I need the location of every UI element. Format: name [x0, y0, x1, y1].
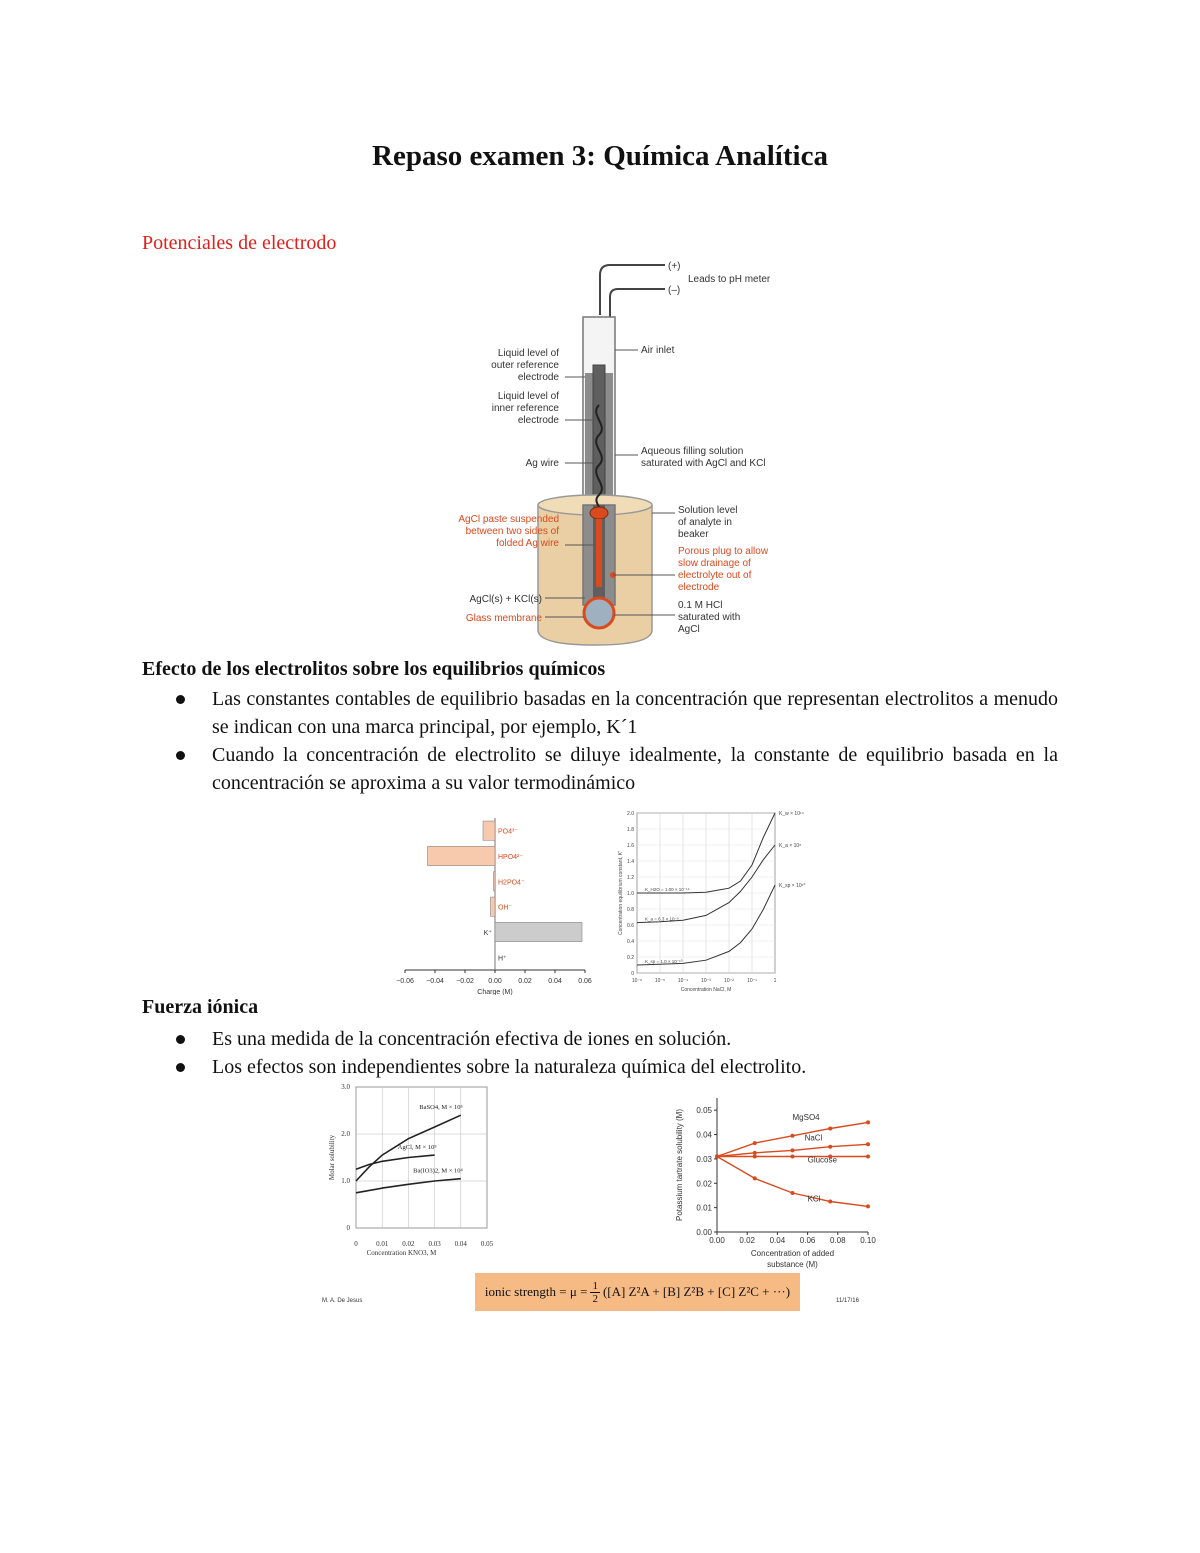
y-tick-label: 1.4 [627, 859, 634, 865]
series-label: BaSO4, M × 10⁵ [419, 1104, 463, 1112]
liquid-outer-label-3: electrode [517, 372, 559, 383]
list-item: Las constantes contables de equilibrio basadas en la concentración que representan electrolitos a menudo se indican con una marca principal, por ejemplo, K´1 [142, 685, 1058, 741]
x-axis-label: Charge (M) [477, 989, 513, 995]
x-tick-label: 10⁻⁶ [631, 978, 643, 984]
series-label: MgSO4 [792, 1112, 820, 1122]
y-tick-label: 0.00 [696, 1228, 712, 1237]
y-tick-label: 0.8 [627, 907, 634, 913]
agcl-paste-label-3: folded Ag wire [496, 538, 559, 549]
glass-membrane [584, 598, 614, 628]
x-tick-label: 10⁻⁵ [654, 978, 666, 984]
x-tick-label: 10⁻³ [701, 978, 711, 984]
glass-membrane-label: Glass membrane [465, 613, 542, 624]
hcl-label-1: 0.1 M HCl [678, 600, 723, 611]
x-tick-label: 0.00 [488, 978, 502, 985]
series-label: K_a × 10⁸ [779, 843, 802, 849]
data-point [753, 1141, 757, 1145]
fuerza-bullets [142, 1025, 1058, 1081]
formula-left-caption: M. A. De Jesus [322, 1298, 363, 1304]
y-tick-label: 0.04 [696, 1130, 712, 1140]
section-heading-potenciales: Potenciales de electrodo [142, 232, 337, 254]
bar-label: OH⁻ [498, 904, 513, 912]
y-tick-label: 0.6 [627, 923, 634, 929]
bar [428, 846, 496, 865]
x-tick-label: 0.05 [480, 1240, 494, 1248]
series-label: K_w × 10¹⁴ [779, 811, 804, 817]
data-point [828, 1145, 832, 1149]
y-tick-label: 0 [631, 971, 634, 977]
hcl-label-2: saturated with [678, 612, 741, 623]
lead-plus: (+) [668, 261, 681, 272]
x-axis-label: Concentration NaCl, M [680, 987, 732, 993]
y-tick-label: 1.0 [627, 891, 634, 897]
data-point [828, 1200, 832, 1204]
formula-half-num: 1 [592, 1279, 598, 1292]
y-tick-label: 0 [346, 1224, 350, 1232]
x-tick-label: −0.04 [426, 978, 444, 985]
x-tick-label: 0.08 [830, 1236, 846, 1245]
solution-level-label-1: Solution level [678, 505, 738, 516]
electrolitos-bullets [142, 685, 1058, 797]
equilibrium-constant-chart [615, 808, 815, 996]
annotation-label: K_H2O = 1.00 × 10⁻¹⁴ [645, 887, 690, 892]
data-point [715, 1154, 719, 1158]
porous-plug-label-2: slow drainage of [678, 558, 751, 569]
data-point [791, 1134, 795, 1138]
page-title: Repaso examen 3: Química Analítica [372, 140, 828, 172]
y-tick-label: 0.2 [627, 955, 634, 961]
formula-half-den: 2 [592, 1292, 598, 1305]
series-label: KCl [807, 1194, 821, 1204]
annotation-label: K_sp = 1.0 × 10⁻¹⁰ [645, 959, 683, 964]
y-tick-label: 0.05 [696, 1106, 712, 1116]
solution-level-label-3: beaker [678, 529, 709, 540]
data-point [791, 1191, 795, 1195]
y-tick-label: 0.4 [627, 939, 634, 945]
x-tick-label: −0.02 [456, 978, 474, 985]
x-axis-label-line1: Concentration of added [750, 1249, 835, 1258]
x-tick-label: 0 [354, 1240, 358, 1248]
data-point [753, 1154, 757, 1158]
air-inlet-label: Air inlet [641, 345, 675, 356]
bar-label: H⁺ [498, 955, 507, 963]
liquid-outer-label-2: outer reference [491, 360, 559, 371]
section-heading-electrolitos: Efecto de los electrolitos sobre los equilibrios químicos [142, 658, 606, 680]
agcl-paste-label-2: between two sides of [465, 526, 559, 537]
x-tick-label: 0.02 [402, 1240, 415, 1248]
y-tick-label: 3.0 [341, 1083, 350, 1091]
hcl-label-3: AgCl [678, 624, 700, 635]
x-tick-label: 0.00 [709, 1236, 725, 1245]
x-tick-label: 0.04 [454, 1240, 467, 1248]
annotation-label: K_a = 6.3 × 10⁻⁸ [645, 916, 679, 922]
porous-plug-label-4: electrode [678, 582, 720, 593]
x-tick-label: 0.04 [548, 978, 562, 985]
y-tick-label: 1.2 [627, 875, 634, 881]
ph-electrode-diagram [420, 255, 790, 655]
series-label: Glucose [807, 1155, 837, 1165]
data-point [791, 1148, 795, 1152]
data-point [866, 1142, 870, 1146]
list-item: Es una medida de la concentración efectiva de iones en solución. [142, 1025, 1058, 1053]
x-tick-label: 10⁻¹ [747, 978, 757, 984]
formula-right-caption: 11/17/16 [836, 1298, 859, 1304]
y-tick-label: 2.0 [627, 811, 634, 817]
data-point [828, 1126, 832, 1130]
x-tick-label: 0.04 [769, 1236, 786, 1245]
data-point [866, 1204, 870, 1208]
x-tick-label: 10⁻⁴ [677, 978, 689, 984]
x-tick-label: 10⁻² [724, 978, 734, 984]
agcl-kcl-label: AgCl(s) + KCl(s) [469, 594, 542, 605]
bar-label: K⁺ [483, 930, 492, 937]
liquid-inner-label-1: Liquid level of [497, 391, 559, 402]
porous-plug-label-3: electrolyte out of [678, 570, 752, 581]
x-tick-label: 0.10 [860, 1236, 876, 1245]
x-tick-label: 1 [773, 978, 777, 984]
y-axis-label: Potassium tartrate solubility (M) [675, 1108, 684, 1222]
x-axis-label-line2: substance (M) [767, 1260, 818, 1269]
x-tick-label: 0.06 [578, 978, 592, 985]
series-label: NaCl [804, 1133, 823, 1143]
leads-label: Leads to pH meter [688, 274, 771, 285]
molar-solubility-chart [322, 1083, 502, 1268]
liquid-inner-label-3: electrode [517, 415, 559, 426]
ag-wire-label: Ag wire [525, 458, 559, 469]
data-point [791, 1154, 795, 1158]
y-tick-label: 0.03 [696, 1154, 712, 1164]
liquid-inner-label-2: inner reference [491, 403, 559, 414]
bar [483, 821, 495, 840]
y-tick-label: 1.0 [341, 1177, 350, 1185]
data-point [753, 1151, 757, 1155]
data-point [866, 1120, 870, 1124]
bar [495, 922, 582, 941]
agcl-paste-label-1: AgCl paste suspended [458, 514, 559, 525]
lead-minus: (–) [668, 285, 681, 296]
y-tick-label: 2.0 [341, 1130, 350, 1138]
series-label: Ba(IO3)2, M × 10⁴ [413, 1167, 463, 1175]
x-tick-label: 0.03 [428, 1240, 441, 1248]
x-tick-label: −0.06 [396, 978, 414, 985]
formula-rhs: ([A] Z²A + [B] Z²B + [C] Z²C + ···) [602, 1284, 791, 1299]
liquid-outer-label-1: Liquid level of [497, 348, 559, 359]
bar [494, 872, 496, 891]
y-tick-label: 1.8 [627, 827, 634, 833]
tartrate-solubility-chart [670, 1090, 885, 1272]
list-item: Cuando la concentración de electrolito se diluye idealmente, la constante de equilibrio basada en la concentración se aproxima a su valor termodinámico [142, 741, 1058, 797]
y-tick-label: 0.01 [696, 1203, 712, 1213]
series-label: K_sp × 10¹⁰ [779, 883, 806, 889]
solution-level-label-2: of analyte in [678, 517, 732, 528]
x-tick-label: 0.06 [799, 1236, 816, 1245]
y-tick-label: 1.6 [627, 843, 634, 849]
bar [491, 897, 496, 916]
y-axis-label: Molar solubility [328, 1134, 336, 1181]
aqueous-label-1: Aqueous filling solution [641, 446, 744, 457]
y-tick-label: 0.02 [696, 1179, 712, 1189]
formula-lhs: ionic strength = μ = [484, 1284, 588, 1299]
porous-plug-label-1: Porous plug to allow [678, 546, 769, 557]
series-label: AgCl, M × 10⁵ [397, 1144, 437, 1152]
bar-label: H2PO4⁻ [498, 879, 525, 887]
series-line [717, 1157, 868, 1207]
data-point [753, 1176, 757, 1180]
aqueous-label-2: saturated with AgCl and KCl [641, 458, 766, 469]
charge-bar-chart [390, 810, 600, 995]
list-item: Los efectos son independientes sobre la naturaleza química del electrolito. [142, 1053, 1058, 1081]
y-axis-label: Concentration equilibrium constant, K' [618, 850, 624, 936]
x-axis-label: Concentration KNO3, M [366, 1249, 437, 1257]
x-tick-label: 0.02 [739, 1236, 755, 1245]
ionic-strength-formula [475, 1273, 800, 1311]
data-point [866, 1154, 870, 1158]
x-tick-label: 0.02 [518, 978, 532, 985]
x-tick-label: 0.01 [376, 1240, 389, 1248]
bar-label: PO4³⁻ [498, 828, 519, 836]
bar-label: HPO4²⁻ [498, 854, 524, 861]
section-heading-fuerza: Fuerza iónica [142, 996, 259, 1018]
